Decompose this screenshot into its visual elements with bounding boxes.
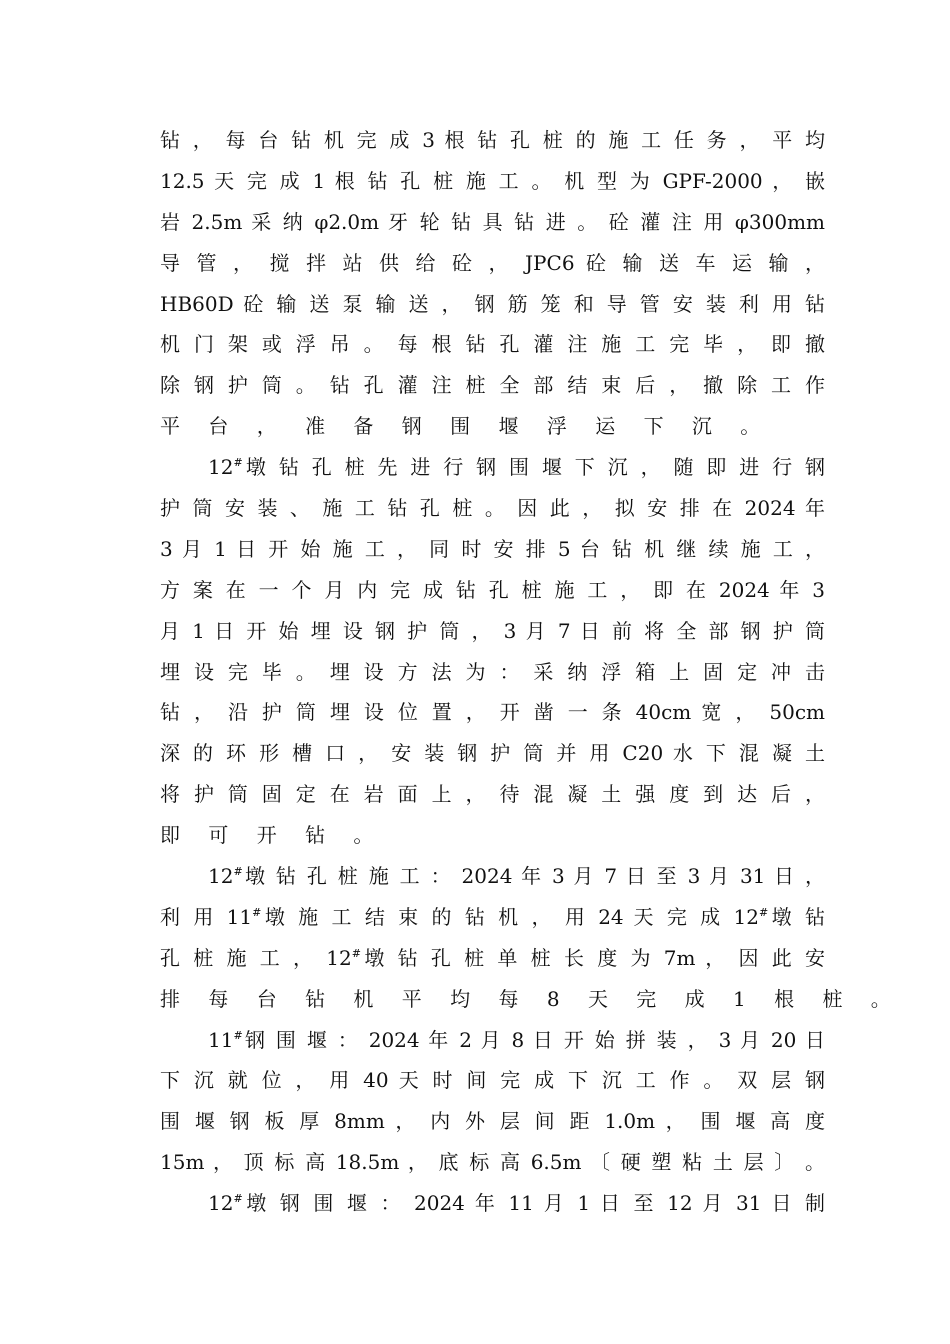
- text-line: 除 钢 护 筒 。 钻 孔 灌 注 桩 全 部 结 束 后 ， 撤 除 工 作: [160, 373, 825, 398]
- text-line: 钻 ， 沿 护 筒 埋 设 位 置 ， 开 凿 一 条 40cm 宽 ， 50cm: [160, 700, 825, 725]
- text-fragment: 利 用 11: [160, 904, 253, 929]
- text-line: 平 台 ， 准 备 钢 围 堰 浮 运 下 沉 。: [160, 414, 772, 439]
- text-line: 即 可 开 钻 。: [160, 823, 385, 848]
- text-fragment: 墩 钢 围 堰 ： 2024 年 11 月 1 日 至 12 月 31 日 制: [242, 1191, 825, 1216]
- text-line: [160, 938, 825, 979]
- text-line: 月 1 日 开 始 埋 设 钢 护 筒 ， 3 月 7 日 前 将 全 部 钢 护 筒: [160, 618, 825, 643]
- text-line: 机 门 架 或 浮 吊 。 每 根 钻 孔 灌 注 施 工 完 毕 ， 即 撤: [160, 332, 825, 357]
- pier-number: 12: [208, 1191, 234, 1216]
- pier-number: 11: [208, 1027, 234, 1052]
- text-fragment: 墩 施 工 结 束 的 钻 机 ， 用 24 天 完 成 12: [261, 904, 759, 929]
- paragraph-first-line: [160, 1183, 825, 1224]
- text-line: 钻 ， 每 台 钻 机 完 成 3 根 钻 孔 桩 的 施 工 任 务 ， 平 均: [160, 128, 825, 152]
- pier-mark: #: [233, 456, 243, 470]
- text-line: HB60D 砼 输 送 泵 输 送 ， 钢 筋 笼 和 导 管 安 装 利 用 钻: [160, 291, 825, 316]
- text-line: 下 沉 就 位 ， 用 40 天 时 间 完 成 下 沉 工 作 。 双 层 钢: [160, 1068, 825, 1093]
- body-text: [160, 120, 902, 1224]
- text-line: 深 的 环 形 槽 口 ， 安 装 钢 护 筒 并 用 C20 水 下 混 凝 土: [160, 741, 825, 766]
- pier-mark: #: [252, 905, 262, 919]
- text-fragment: 墩 钻 孔 桩 单 桩 长 度 为 7m ， 因 此 安: [360, 945, 825, 970]
- pier-mark: #: [351, 946, 361, 960]
- text-line: 导 管 ， 搅 拌 站 供 给 砼 ， JPC6 砼 输 送 车 运 输 ，: [160, 250, 825, 275]
- text-line: 排 每 台 钻 机 平 均 每 8 天 完 成 1 根 桩 。: [160, 986, 902, 1011]
- pier-mark: #: [233, 1028, 243, 1042]
- text-line: 15m ， 顶 标 高 18.5m ， 底 标 高 6.5m 〔 硬 塑 粘 土 层 〕 。: [160, 1150, 825, 1175]
- paragraph-first-line: [160, 1020, 825, 1061]
- text-line: 护 筒 安 装 、 施 工 钻 孔 桩 。 因 此 ， 拟 安 排 在 2024 年: [160, 496, 825, 521]
- text-fragment: 墩 钻 孔 桩 先 进 行 钢 围 堰 下 沉 ， 随 即 进 行 钢: [242, 455, 825, 480]
- text-line: 围 堰 钢 板 厚 8mm ， 内 外 层 间 距 1.0m ， 围 堰 高 度: [160, 1109, 825, 1134]
- text-line: 12.5 天 完 成 1 根 钻 孔 桩 施 工 。 机 型 为 GPF-2000 ， 嵌: [160, 168, 825, 193]
- text-line: 将 护 筒 固 定 在 岩 面 上 ， 待 混 凝 土 强 度 到 达 后 ，: [160, 782, 825, 807]
- paragraph-first-line: [160, 447, 825, 488]
- text-line: [160, 897, 825, 938]
- text-line: 岩 2.5m 采 纳 φ2.0m 牙 轮 钻 具 钻 进 。 砼 灌 注 用 φ300mm: [160, 209, 825, 234]
- text-line: 方 案 在 一 个 月 内 完 成 钻 孔 桩 施 工 ， 即 在 2024 年 3: [160, 577, 825, 602]
- pier-number: 12: [208, 864, 234, 889]
- text-line: 3 月 1 日 开 始 施 工 ， 同 时 安 排 5 台 钻 机 继 续 施 工 ，: [160, 536, 825, 561]
- paragraph-first-line: [160, 856, 825, 897]
- text-line: 埋 设 完 毕 。 埋 设 方 法 为 ： 采 纳 浮 箱 上 固 定 冲 击: [160, 659, 825, 684]
- pier-mark: #: [233, 1192, 243, 1206]
- text-fragment: 孔 桩 施 工 ， 12: [160, 945, 352, 970]
- text-fragment: 墩 钻 孔 桩 施 工 ： 2024 年 3 月 7 日 至 3 月 31 日 ，: [242, 864, 825, 889]
- text-fragment: 墩 钻: [768, 904, 825, 929]
- text-fragment: 钢 围 堰 ： 2024 年 2 月 8 日 开 始 拼 装 ， 3 月 20 日: [242, 1027, 825, 1052]
- pier-mark: #: [758, 905, 769, 919]
- pier-mark: #: [233, 865, 243, 879]
- pier-number: 12: [208, 455, 234, 480]
